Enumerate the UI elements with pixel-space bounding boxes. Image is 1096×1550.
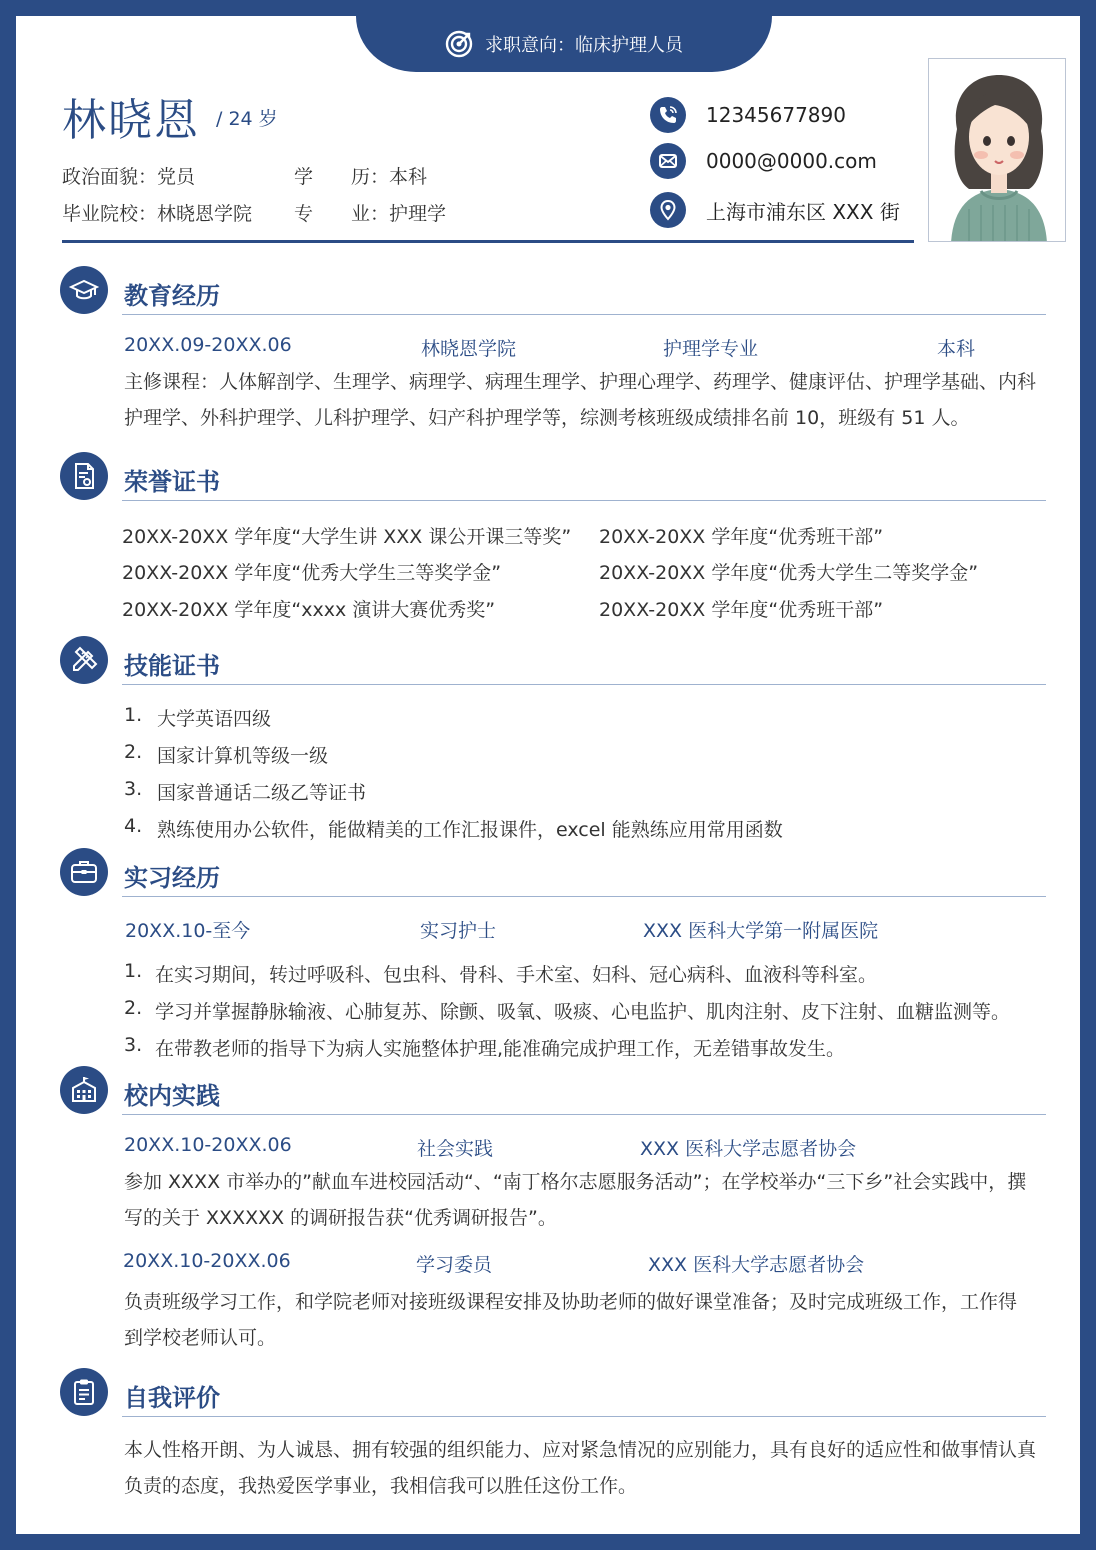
home-address: 上海市浦东区 XXX 街 (706, 199, 900, 224)
honor-item: 20XX-20XX 学年度“优秀大学生三等奖学金” (122, 562, 502, 584)
list-item (124, 704, 271, 731)
email-address: 0000@0000.com (706, 149, 877, 173)
item-text: 国家计算机等级一级 (157, 745, 329, 767)
list-item (124, 1034, 845, 1061)
section-rule (122, 1114, 1046, 1115)
section-rule (122, 684, 1046, 685)
internship-role: 实习护士 (420, 920, 497, 942)
section-rule (122, 1416, 1046, 1417)
education-school: 林晓恩学院 (421, 338, 517, 360)
graduation-cap-icon (60, 266, 108, 314)
list-item (124, 960, 877, 987)
honor-item: 20XX-20XX 学年度“大学生讲 XXX 课公开课三等奖” (122, 526, 572, 548)
section-title: 荣誉证书 (124, 468, 220, 496)
clipboard-icon (60, 1368, 108, 1416)
item-number: 3. (124, 778, 143, 800)
section-title: 校内实践 (124, 1082, 220, 1110)
section-title: 教育经历 (124, 282, 220, 310)
list-item (124, 815, 783, 842)
section-self-evaluation (60, 1368, 1046, 1418)
list-item (124, 997, 1010, 1024)
list-item (124, 778, 366, 805)
candidate-age: / 24 岁 (216, 108, 278, 130)
certificate-icon (60, 452, 108, 500)
campus-role: 社会实践 (417, 1138, 494, 1160)
item-text: 学习并掌握静脉输液、心肺复苏、除颤、吸氧、吸痰、心电监护、肌肉注射、皮下注射、血糖监测等。 (155, 1001, 1011, 1023)
target-icon (445, 30, 473, 58)
item-text: 熟练使用办公软件，能做精美的工作汇报课件，excel 能熟练应用常用函数 (157, 819, 783, 841)
list-item (124, 741, 328, 768)
item-text: 大学英语四级 (157, 708, 272, 730)
item-text: 国家普通话二级乙等证书 (157, 782, 367, 804)
phone-icon (650, 97, 686, 133)
phone-number: 12345677890 (706, 103, 846, 127)
pencil-ruler-icon (60, 636, 108, 684)
education-level: 学 历：本科 (294, 166, 428, 188)
info-row-2 (62, 199, 446, 226)
section-rule (122, 314, 1046, 315)
campus-org: XXX 医科大学志愿者协会 (648, 1254, 865, 1276)
item-number: 3. (124, 1034, 143, 1056)
item-text: 在带教老师的指导下为病人实施整体护理,能准确完成护理工作，无差错事故发生。 (155, 1038, 846, 1060)
section-rule (122, 500, 1046, 501)
campus-desc: 负责班级学习工作，和学院老师对接班级课程安排及协助老师的做好课堂准备；及时完成班级工作，工作得到学校老师认可。 (124, 1291, 1018, 1349)
section-honors (60, 452, 1046, 502)
info-row-1 (62, 162, 427, 189)
internship-org: XXX 医科大学第一附属医院 (643, 920, 879, 942)
candidate-name: 林晓恩 (62, 95, 200, 146)
item-number: 2. (124, 997, 143, 1019)
resume-page (16, 16, 1080, 1534)
contact-address (650, 192, 900, 228)
header-divider (62, 240, 914, 243)
education-major: 护理学专业 (663, 338, 759, 360)
section-title: 自我评价 (124, 1384, 220, 1412)
section-title: 实习经历 (124, 864, 220, 892)
contact-phone (650, 97, 846, 133)
campus-desc: 参加 XXXX 市举办的”献血车进校园活动“、“南丁格尔志愿服务活动”；在学校举办“三下乡”社会实践中，撰写的关于 XXXXXX 的调研报告获“优秀调研报告”。 (124, 1171, 1027, 1229)
building-icon (60, 1066, 108, 1114)
honor-item: 20XX-20XX 学年度“优秀班干部” (599, 526, 884, 548)
briefcase-icon (60, 848, 108, 896)
campus-period: 20XX.10-20XX.06 (124, 1134, 292, 1156)
section-campus (60, 1066, 1046, 1116)
honor-item: 20XX-20XX 学年度“优秀班干部” (599, 599, 884, 621)
section-title: 技能证书 (124, 652, 220, 680)
section-education (60, 266, 1046, 316)
item-number: 1. (124, 960, 143, 982)
section-rule (122, 896, 1046, 897)
honor-item: 20XX-20XX 学年度“xxxx 演讲大赛优秀奖” (122, 599, 496, 621)
education-degree: 本科 (937, 338, 976, 360)
campus-period: 20XX.10-20XX.06 (123, 1250, 291, 1272)
location-pin-icon (650, 192, 686, 228)
section-internship (60, 848, 1046, 898)
item-text: 在实习期间，转过呼吸科、包虫科、骨科、手术室、妇科、冠心病科、血液科等科室。 (155, 964, 878, 986)
mail-icon (650, 143, 686, 179)
profile-photo (928, 58, 1066, 242)
contact-email (650, 143, 877, 179)
objective-tab (356, 16, 772, 72)
graduate-school: 毕业院校：林晓恩学院 (62, 203, 253, 225)
internship-period: 20XX.10-至今 (125, 920, 251, 942)
education-courses: 主修课程：人体解剖学、生理学、病理学、病理生理学、护理心理学、药理学、健康评估、护理学基础、内科护理学、外科护理学、儿科护理学、妇产科护理学等，综测考核班级成绩排名前 10，班级有 51 人。 (124, 371, 1037, 429)
major: 专 业：护理学 (294, 203, 447, 225)
campus-role: 学习委员 (416, 1254, 493, 1276)
honor-item: 20XX-20XX 学年度“优秀大学生二等奖学金” (599, 562, 979, 584)
item-number: 4. (124, 815, 143, 837)
objective-text: 求职意向：临床护理人员 (485, 35, 683, 56)
item-number: 2. (124, 741, 143, 763)
political-status: 政治面貌：党员 (62, 166, 196, 188)
campus-org: XXX 医科大学志愿者协会 (640, 1138, 857, 1160)
self-evaluation-text: 本人性格开朗、为人诚恳、拥有较强的组织能力、应对紧急情况的应别能力，具有良好的适应性和做事情认真负责的态度，我热爱医学事业，我相信我可以胜任这份工作。 (124, 1439, 1037, 1497)
item-number: 1. (124, 704, 143, 726)
education-period: 20XX.09-20XX.06 (124, 334, 292, 356)
section-skills (60, 636, 1046, 686)
